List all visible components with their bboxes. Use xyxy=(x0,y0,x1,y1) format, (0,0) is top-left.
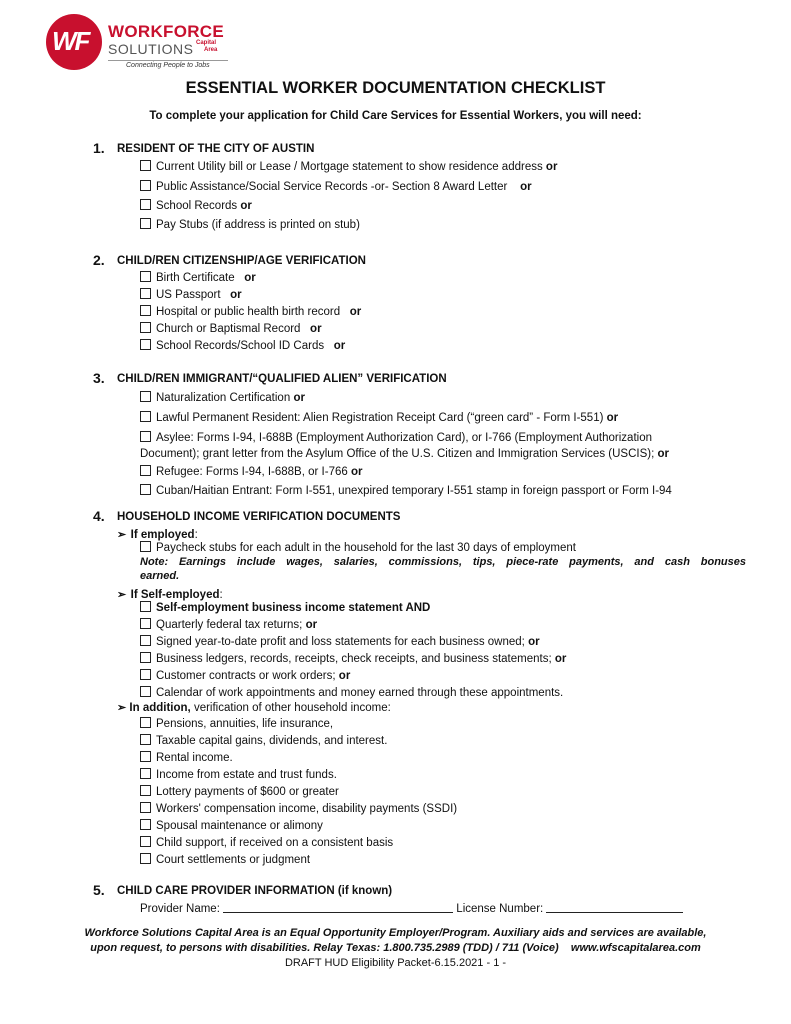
section-number: 5. xyxy=(93,882,105,898)
footer-line: Workforce Solutions Capital Area is an Equal Opportunity Employer/Program. Auxiliary aids and services are available, xyxy=(84,927,707,939)
checkbox[interactable] xyxy=(140,271,151,282)
checklist-item[interactable]: Hospital or public health birth record or xyxy=(140,305,361,318)
checkbox[interactable] xyxy=(140,541,151,552)
checkbox[interactable] xyxy=(140,322,151,333)
checkbox[interactable] xyxy=(140,819,151,830)
logo-divider xyxy=(108,60,228,61)
checkbox[interactable] xyxy=(140,465,151,476)
checklist-item[interactable]: Signed year-to-date profit and loss statements for each business owned; or xyxy=(140,635,540,648)
checkbox[interactable] xyxy=(140,180,151,191)
footer-line: upon request, to persons with disabilities. Relay Texas: 1.800.735.2989 (TDD) / 711 (Voice) www.wfscapitalarea.com xyxy=(90,942,701,954)
checkbox[interactable] xyxy=(140,768,151,779)
section-number: 4. xyxy=(93,508,105,524)
license-number-input[interactable] xyxy=(546,901,683,913)
checklist-item[interactable]: Court settlements or judgment xyxy=(140,853,310,866)
page-title: ESSENTIAL WORKER DOCUMENTATION CHECKLIST xyxy=(185,79,606,97)
logo-name-line1: WORKFORCE xyxy=(108,22,225,41)
checkbox[interactable] xyxy=(140,669,151,680)
checklist-item[interactable]: Cuban/Haitian Entrant: Form I-551, unexpired temporary I-551 stamp in foreign passport or Form I-94 xyxy=(140,484,672,497)
checkbox[interactable] xyxy=(140,484,151,495)
checkbox[interactable] xyxy=(140,218,151,229)
license-number-label: License Number: xyxy=(456,903,544,915)
checkbox[interactable] xyxy=(140,305,151,316)
checklist-item[interactable]: Self-employment business income statement AND xyxy=(140,601,430,614)
checkbox[interactable] xyxy=(140,160,151,171)
logo-region: Capital Area xyxy=(196,40,218,53)
checklist-item[interactable]: Calendar of work appointments and money earned through these appointments. xyxy=(140,686,563,699)
checklist-item[interactable]: Spousal maintenance or alimony xyxy=(140,819,323,832)
checkbox[interactable] xyxy=(140,836,151,847)
section-heading: CHILD/REN IMMIGRANT/“QUALIFIED ALIEN” VERIFICATION xyxy=(117,373,447,385)
page-footer-id: DRAFT HUD Eligibility Packet-6.15.2021 - 1 - xyxy=(284,957,507,969)
checklist-item[interactable]: School Records/School ID Cards or xyxy=(140,339,345,352)
checkbox[interactable] xyxy=(140,734,151,745)
arrow-bullet-icon: ➢ xyxy=(117,589,127,601)
checklist-item[interactable]: Pensions, annuities, life insurance, xyxy=(140,717,333,730)
checkbox[interactable] xyxy=(140,618,151,629)
checklist-item[interactable]: School Records or xyxy=(140,199,252,212)
checklist-item[interactable]: Taxable capital gains, dividends, and interest. xyxy=(140,734,387,747)
checkbox[interactable] xyxy=(140,339,151,350)
checkbox[interactable] xyxy=(140,652,151,663)
checkbox[interactable] xyxy=(140,411,151,422)
checkbox[interactable] xyxy=(140,853,151,864)
checklist-item[interactable]: Current Utility bill or Lease / Mortgage statement to show residence address or xyxy=(140,160,557,173)
checkbox[interactable] xyxy=(140,802,151,813)
checklist-item[interactable]: Pay Stubs (if address is printed on stub) xyxy=(140,218,360,231)
checklist-item[interactable]: Lottery payments of $600 or greater xyxy=(140,785,339,798)
checkbox[interactable] xyxy=(140,431,151,442)
checkbox[interactable] xyxy=(140,751,151,762)
provider-name-label: Provider Name: xyxy=(140,903,220,915)
checklist-item[interactable]: Business ledgers, records, receipts, check receipts, and business statements; or xyxy=(140,652,566,665)
intro-text: To complete your application for Child Care Services for Essential Workers, you will need: xyxy=(149,110,642,122)
checklist-item[interactable]: Church or Baptismal Record or xyxy=(140,322,322,335)
checklist-item[interactable]: Public Assistance/Social Service Records -or- Section 8 Award Letter or xyxy=(140,180,532,193)
provider-name-input[interactable] xyxy=(223,901,453,913)
checklist-item[interactable]: Asylee: Forms I-94, I-688B (Employment Authorization Card), or I-766 (Employment Authorization xyxy=(140,431,652,444)
checklist-item[interactable]: Income from estate and trust funds. xyxy=(140,768,337,781)
section-number: 2. xyxy=(93,252,105,268)
checklist-item[interactable]: Paycheck stubs for each adult in the household for the last 30 days of employment xyxy=(140,541,576,554)
section-number: 3. xyxy=(93,370,105,386)
checklist-item[interactable]: Naturalization Certification or xyxy=(140,391,305,404)
checklist-item[interactable]: Customer contracts or work orders; or xyxy=(140,669,350,682)
checkbox[interactable] xyxy=(140,288,151,299)
checkbox[interactable] xyxy=(140,601,151,612)
checklist-item[interactable]: Child support, if received on a consistent basis xyxy=(140,836,393,849)
provider-name-field[interactable] xyxy=(140,901,683,915)
section-heading: CHILD/REN CITIZENSHIP/AGE VERIFICATION xyxy=(117,255,366,267)
logo-tagline: Connecting People to Jobs xyxy=(126,62,210,69)
employment-note-continued: earned. xyxy=(140,570,180,582)
checkbox[interactable] xyxy=(140,785,151,796)
checkbox[interactable] xyxy=(140,391,151,402)
checklist-item[interactable]: Rental income. xyxy=(140,751,233,764)
subsection-additional-income: ➢ In addition, verification of other household income: xyxy=(117,702,391,714)
checklist-item[interactable]: Workers' compensation income, disability payments (SSDI) xyxy=(140,802,457,815)
section-number: 1. xyxy=(93,140,105,156)
subsection-self-employed: ➢ If Self-employed: xyxy=(117,589,223,601)
section-heading: RESIDENT OF THE CITY OF AUSTIN xyxy=(117,143,315,155)
logo-mark-text: WF xyxy=(52,26,89,56)
employment-note: Note: Earnings include wages, salaries, commissions, tips, piece-rate payments, and cash bonuses xyxy=(140,556,746,568)
organization-logo xyxy=(46,14,226,74)
arrow-bullet-icon: ➢ xyxy=(117,702,127,714)
checklist-item-continuation: Document); grant letter from the Asylum Office of the U.S. Citizen and Immigration Services (USCIS); or xyxy=(140,448,669,460)
section-heading: CHILD CARE PROVIDER INFORMATION (if known) xyxy=(117,885,393,897)
checklist-item[interactable]: US Passport or xyxy=(140,288,242,301)
logo-name-line2: SOLUTIONS xyxy=(108,41,194,57)
checkbox[interactable] xyxy=(140,635,151,646)
checkbox[interactable] xyxy=(140,199,151,210)
section-heading: HOUSEHOLD INCOME VERIFICATION DOCUMENTS xyxy=(117,511,401,523)
checklist-item[interactable]: Lawful Permanent Resident: Alien Registration Receipt Card (“green card” - Form I-551) or xyxy=(140,411,618,424)
subsection-employed: ➢ If employed: xyxy=(117,529,198,541)
checklist-item[interactable]: Birth Certificate or xyxy=(140,271,256,284)
checkbox[interactable] xyxy=(140,686,151,697)
checklist-item[interactable]: Quarterly federal tax returns; or xyxy=(140,618,317,631)
checklist-item[interactable]: Refugee: Forms I-94, I-688B, or I-766 or xyxy=(140,465,362,478)
arrow-bullet-icon: ➢ xyxy=(117,529,127,541)
checkbox[interactable] xyxy=(140,717,151,728)
